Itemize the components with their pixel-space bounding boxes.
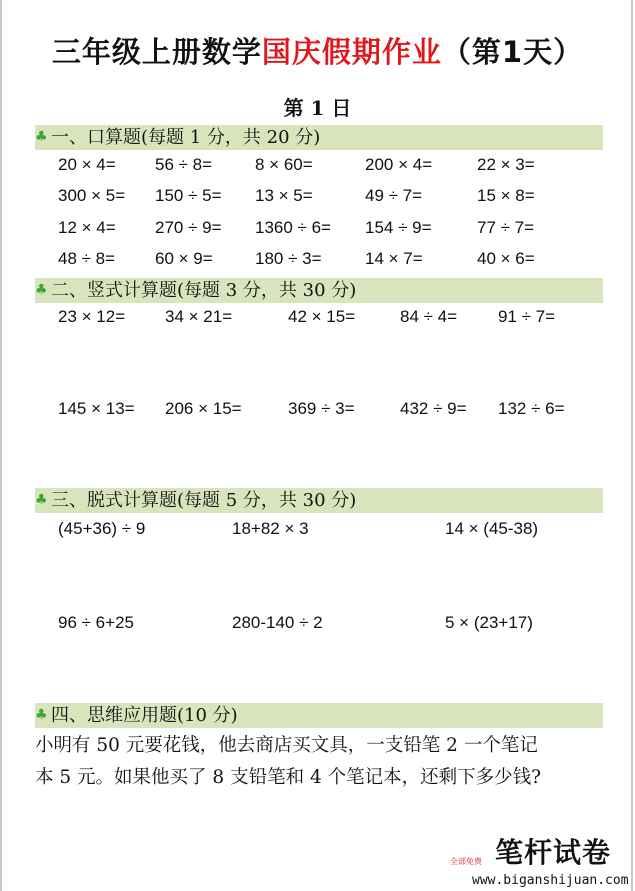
oral-calc-item: 8 × 60= — [255, 155, 313, 174]
oral-calc-item: 48 ÷ 8= — [58, 249, 116, 268]
vertical-calc-item: 145 × 13= — [58, 399, 135, 418]
page-border-left — [0, 0, 2, 891]
oral-calc-item: 154 ÷ 9= — [365, 218, 432, 237]
free-label: 全部免费 — [450, 857, 482, 866]
section-heading-text: 一、口算题(每题 1 分，共 20 分) — [51, 127, 321, 148]
tree-icon: ♣ — [35, 129, 48, 145]
section-heading-text: 四、思维应用题(10 分) — [51, 705, 238, 726]
oral-calc-item: 12 × 4= — [58, 218, 116, 237]
section-1-heading — [35, 125, 603, 150]
oral-calc-item: 77 ÷ 7= — [477, 218, 535, 237]
vertical-calc-item: 91 ÷ 7= — [498, 307, 556, 326]
stepwise-calc-item: 18+82 × 3 — [232, 519, 309, 538]
vertical-calc-item: 84 ÷ 4= — [400, 307, 458, 326]
oral-calc-item: 13 × 5= — [255, 186, 313, 205]
oral-calc-item: 56 ÷ 8= — [155, 155, 213, 174]
title-black: 三年级上册数学 — [51, 35, 262, 69]
title-red: 国庆假期作业 — [261, 35, 442, 69]
vertical-calc-item: 23 × 12= — [58, 307, 126, 326]
vertical-calc-item: 42 × 15= — [288, 307, 356, 326]
day-heading: 第 1 日 — [283, 96, 352, 120]
section-4-heading — [35, 703, 603, 728]
section-heading-text: 二、竖式计算题(每题 3 分，共 30 分) — [51, 280, 357, 301]
oral-calc-item: 49 ÷ 7= — [365, 186, 423, 205]
tree-icon: ♣ — [35, 282, 48, 298]
oral-calc-item: 14 × 7= — [365, 249, 423, 268]
problem-line: 小明有 50 元要花钱，他去商店买文具，一支铅笔 2 一个笔记 — [35, 735, 538, 756]
oral-calc-item: 150 ÷ 5= — [155, 186, 222, 205]
oral-calc-item: 22 × 3= — [477, 155, 535, 174]
oral-calc-item: 40 × 6= — [477, 249, 535, 268]
section-heading-text: 三、脱式计算题(每题 5 分，共 30 分) — [51, 490, 357, 511]
oral-calc-item: 15 × 8= — [477, 186, 535, 205]
problem-line: 本 5 元。如果他买了 8 支铅笔和 4 个笔记本，还剩下多少钱? — [35, 767, 542, 788]
oral-calc-item: 180 ÷ 3= — [255, 249, 322, 268]
oral-calc-item: 270 ÷ 9= — [155, 218, 222, 237]
word-problem — [35, 730, 630, 794]
vertical-calc-item: 34 × 21= — [165, 307, 233, 326]
page-border-right — [631, 0, 633, 891]
oral-calc-item: 200 × 4= — [365, 155, 433, 174]
oral-calc-item: 60 × 9= — [155, 249, 213, 268]
vertical-calc-item: 369 ÷ 3= — [288, 399, 355, 418]
vertical-calc-item: 132 ÷ 6= — [498, 399, 565, 418]
stepwise-calc-item: 5 × (23+17) — [445, 613, 533, 632]
vertical-calc-item: 432 ÷ 9= — [400, 399, 467, 418]
oral-calc-item: 20 × 4= — [58, 155, 116, 174]
title-suffix: （第1天） — [441, 35, 584, 69]
stepwise-calc-item: 96 ÷ 6+25 — [58, 613, 134, 632]
section-3-heading — [35, 488, 603, 513]
stepwise-calc-item: (45+36) ÷ 9 — [58, 519, 146, 538]
stepwise-calc-item: 14 × (45-38) — [445, 519, 539, 538]
brand-url: www.biganshijuan.com — [472, 873, 629, 888]
stepwise-calc-item: 280-140 ÷ 2 — [232, 613, 323, 632]
oral-calc-item: 300 × 5= — [58, 186, 126, 205]
oral-calc-item: 1360 ÷ 6= — [255, 218, 331, 237]
tree-icon: ♣ — [35, 707, 48, 723]
tree-icon: ♣ — [35, 492, 48, 508]
section-2-heading — [35, 278, 603, 303]
brand-logo: 笔杆试卷 — [495, 836, 612, 869]
page-title — [0, 30, 635, 71]
vertical-calc-item: 206 × 15= — [165, 399, 242, 418]
